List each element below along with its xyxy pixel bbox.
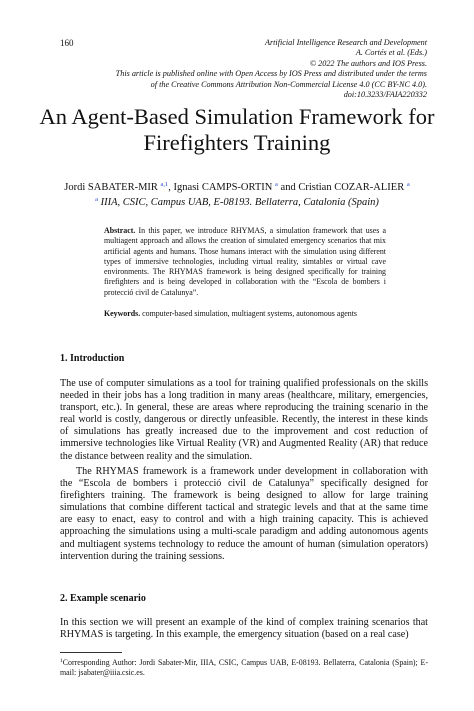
footnote-text: Corresponding Author: Jordi Sabater-Mir, IIIA, CSIC, Campus UAB, E-08193. Bellaterra, Catalonia (Spain); E-mail: jsabater@iiia.csic.es.: [60, 658, 428, 678]
title-line-2: Firefighters Training: [143, 130, 331, 155]
affiliation: [20, 196, 454, 208]
author-separator: ,: [168, 182, 174, 193]
section-heading-introduction: 1. Introduction: [60, 353, 125, 364]
keywords: [104, 309, 394, 319]
keywords-label: Keywords.: [104, 309, 141, 318]
author-affiliation-marker[interactable]: a: [406, 181, 410, 188]
abstract: [104, 226, 386, 298]
footnote: [60, 656, 428, 678]
title-line-1: An Agent-Based Simulation Framework for: [39, 104, 435, 129]
header-line-license-2: of the Creative Commons Attribution Non-Commercial License 4.0 (CC BY-NC 4.0).: [150, 79, 427, 89]
paper-title: [20, 104, 454, 156]
introduction-paragraph-1: The use of computer simulations as a tool for training qualified professionals on the skills needed in their jobs has a long tradition in many areas (healthcare, military, emergencies, transport, etc.). In general, these are areas where reproducing the training scenario in the real world is costly, dangerous or directly unfeasible. Recently, the interest in these kinds of simulations has greatly increased due to the improvement and cost reduction of immersive technologies like Virtual Reality (VR) and Augmented Reality (AR) that reduce the distance between reality and the simulation.: [60, 378, 428, 462]
affiliation-text: IIIA, CSIC, Campus UAB, E-08193. Bellaterra, Catalonia (Spain): [100, 197, 379, 208]
section-heading-example-scenario: 2. Example scenario: [60, 593, 146, 604]
publication-header: [97, 38, 427, 100]
affiliation-marker: a: [95, 196, 99, 203]
author-separator: and: [277, 182, 299, 193]
footnote-divider: [60, 652, 122, 653]
author-name: Cristian COZAR-ALIER: [298, 182, 405, 193]
author-name: Ignasi CAMPS-ORTIN: [173, 182, 273, 193]
page-number: 160: [60, 38, 74, 48]
author-list: [20, 181, 454, 193]
keywords-text: computer-based simulation, multiagent systems, autonomous agents: [142, 309, 357, 318]
footnote-marker: 1: [60, 658, 63, 664]
abstract-label: Abstract.: [104, 226, 136, 235]
author-name: Jordi SABATER-MIR: [64, 182, 158, 193]
example-scenario-paragraph-1: In this section we will present an example of the kind of complex training scenarios that RHYMAS is targeting. In this example, the emergency situation (based on a real case): [60, 617, 428, 641]
header-line-editors: A. Cortés et al. (Eds.): [355, 48, 427, 58]
header-line-doi: doi:10.3233/FAIA220332: [343, 90, 427, 100]
introduction-paragraph-2: The RHYMAS framework is a framework under development in collaboration with the “Escola de bombers i protecció civil de Catalunya” specifically designed for firefighters training. The framework is being designed to allow for large training simulations that combine different tactical and strategic levels and that at the same time are easy to enact, easy to control and with a high training capacity. This is achieved approaching the simulations using a multi-scale paradigm and adding autonomous agents and multiagent systems technology to reduce the amount of human (simulation operators) intervention during the training sessions.: [60, 466, 428, 562]
header-line-book: Artificial Intelligence Research and Development: [264, 38, 427, 47]
author-affiliation-marker[interactable]: a,1: [160, 181, 169, 188]
header-line-license-1: This article is published online with Open Access by IOS Press and distributed under the terms: [115, 69, 427, 79]
abstract-text: In this paper, we introduce RHYMAS, a simulation framework that uses a multiagent approach and allows the creation of simulated emergency scenarios that mix artificial agents and humans. Those humans interact with the simulation using different types of immersive technologies, including virtual reality, simtables or virtual cave environments. The RHYMAS framework is being designed specifically for training firefighters and is being developed in collaboration with the “Escola de bombers i protecció civil de Catalunya”.: [104, 226, 386, 297]
header-line-copyright: © 2022 The authors and IOS Press.: [309, 58, 427, 68]
author-affiliation-marker[interactable]: a: [275, 181, 278, 188]
